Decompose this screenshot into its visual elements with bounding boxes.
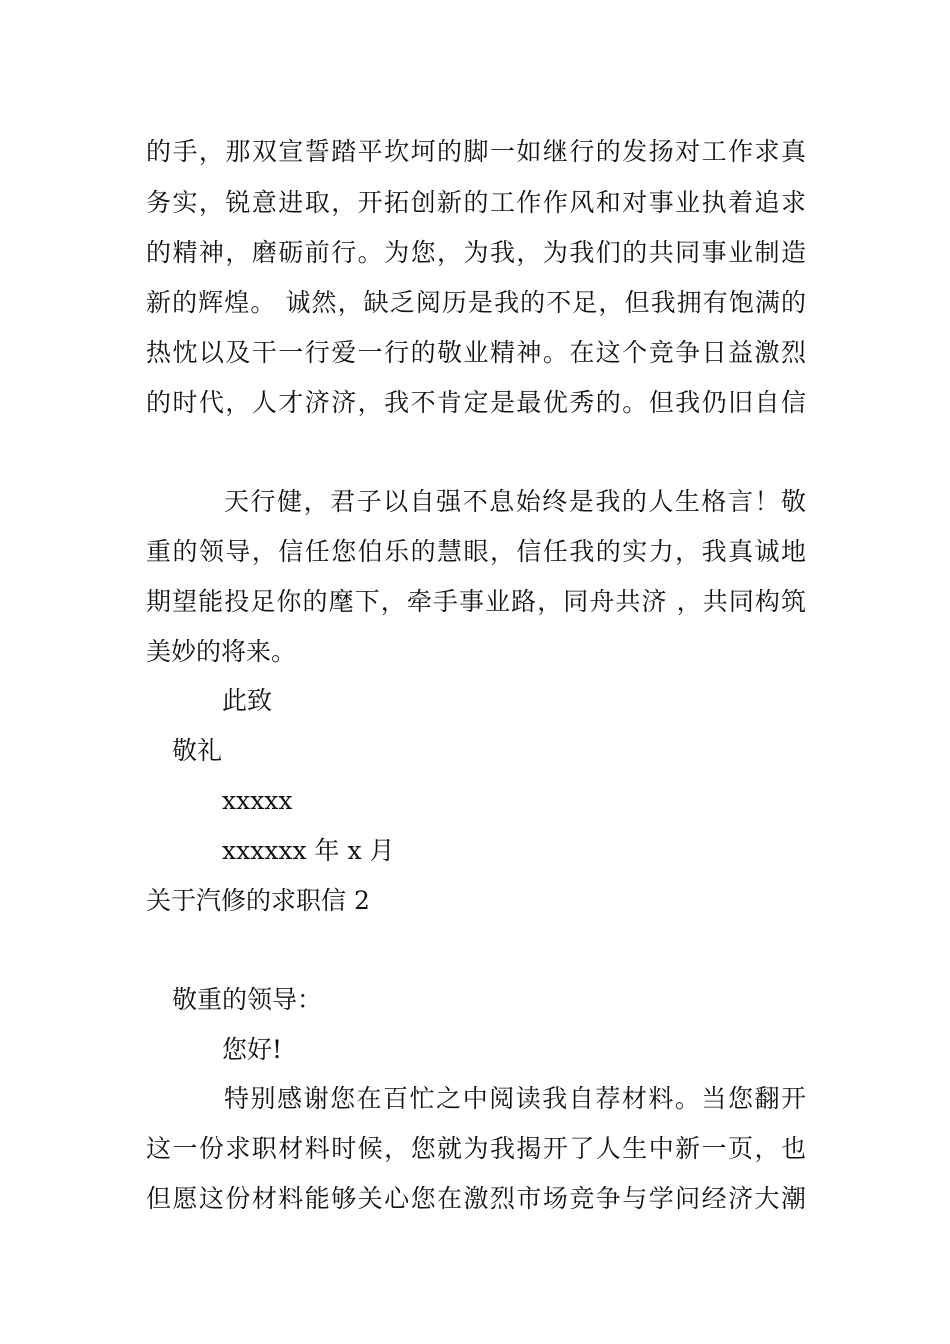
closing-regards: 敬礼 xyxy=(172,736,223,765)
body-line-10: 美妙的将来。 xyxy=(146,637,297,666)
closing-salutation: 此致 xyxy=(222,686,273,715)
body-line-11: 特别感谢您在百忙之中阅读我自荐材料。当您翻开 xyxy=(224,1084,806,1113)
signature-name: xxxxx xyxy=(222,786,293,815)
body-line-6: 的时代，人才济济，我不肯定是最优秀的。但我仍旧自信 xyxy=(146,388,806,417)
body-line-13: 但愿这份材料能够关心您在激烈市场竞争与学问经济大潮 xyxy=(146,1184,806,1213)
body-line-8: 重的领导，信任您伯乐的慧眼，信任我的实力，我真诚地 xyxy=(146,537,806,566)
body-line-5: 热忱以及干一行爱一行的敬业精神。在这个竞争日益激烈 xyxy=(146,338,806,367)
body-line-4: 新的辉煌。 诚然，缺乏阅历是我的不足，但我拥有饱满的 xyxy=(146,288,806,317)
body-line-2: 务实，锐意进取，开拓创新的工作作风和对事业执着追求 xyxy=(146,188,806,217)
body-line-9: 期望能投足你的麾下，牵手事业路，同舟共济 ，共同构筑 xyxy=(146,587,806,616)
body-line-7: 天行健，君子以自强不息始终是我的人生格言！敬 xyxy=(224,487,806,516)
body-line-1: 的手，那双宣誓踏平坎坷的脚一如继行的发扬对工作求真 xyxy=(146,137,806,166)
greeting: 敬重的领导： xyxy=(172,985,323,1014)
body-line-3: 的精神，磨砺前行。为您，为我，为我们的共同事业制造 xyxy=(146,238,806,267)
section-title: 关于汽修的求职信 2 xyxy=(146,886,370,915)
body-line-12: 这一份求职材料时候，您就为我揭开了人生中新一页，也 xyxy=(146,1134,806,1163)
signature-date: xxxxxx 年 x 月 xyxy=(222,836,395,865)
greeting-hello: 您好! xyxy=(222,1035,283,1064)
